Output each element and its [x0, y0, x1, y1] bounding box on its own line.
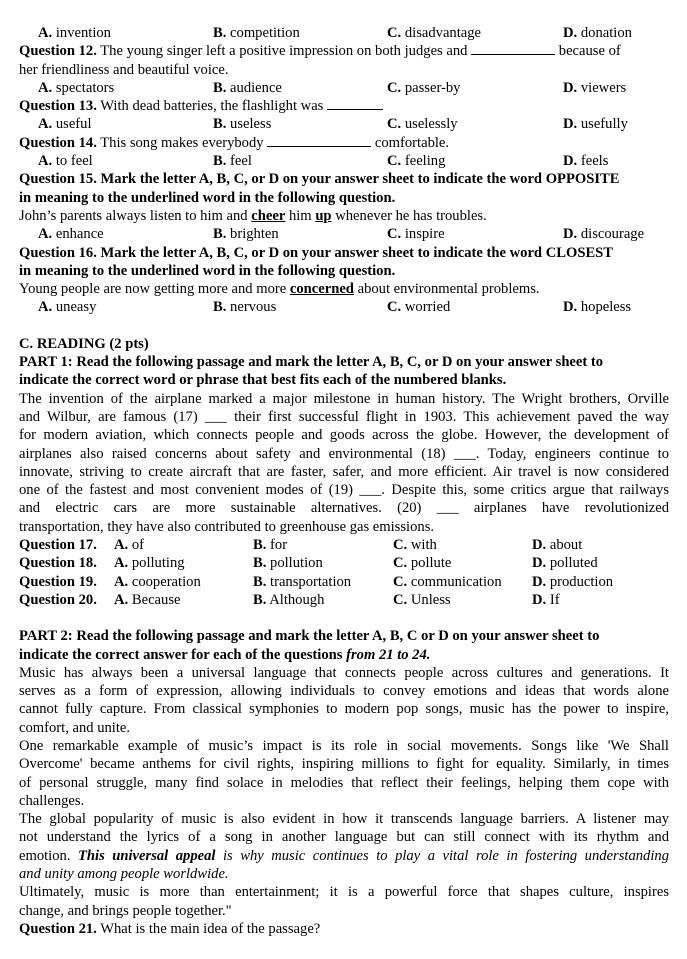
q14-option-a[interactable]: A. to feel [38, 153, 93, 170]
q13-option-b[interactable]: B. useless [213, 116, 272, 133]
option-c[interactable]: C. pollute [393, 555, 452, 572]
sentence-part: John’s parents always listen to him and [19, 207, 248, 224]
part1-instruction [19, 353, 669, 371]
q15-instruction [19, 170, 669, 188]
q12-stem [19, 42, 669, 60]
q15-option-b[interactable]: B. brighten [213, 226, 279, 243]
option-a[interactable]: A. Because [114, 591, 181, 608]
q11-option-a[interactable] [38, 24, 111, 42]
q13-option-d[interactable]: D. usefully [563, 116, 628, 133]
passage-line: Overcome' became anthems for civil rights, inspiring millions to fight for equality. Similarly, in times [19, 756, 669, 773]
answer-blank [327, 97, 383, 110]
section-heading: C. READING (2 pts) [19, 335, 149, 352]
q13-text: With dead batteries, the flashlight was [100, 98, 324, 115]
q13-options [19, 115, 669, 133]
passage-line: The global popularity of music is also evident in how it transcends language barriers. A listener may [19, 811, 669, 828]
q15-options [19, 225, 669, 243]
q12-text-c: her friendliness and beautiful voice. [19, 61, 229, 78]
question-row [19, 554, 669, 572]
question-label: Question 20. [19, 591, 97, 608]
passage-line: not understand the lyrics of a song in another language but can still connect with its rhythm and [19, 829, 669, 846]
passage-2 [19, 664, 669, 920]
q13-label: Question 13. [19, 98, 97, 115]
passage-line: challenges. [19, 792, 85, 809]
q15-sentence [19, 207, 669, 225]
q15-option-d[interactable]: D. discourage [563, 226, 645, 243]
option-text: D. donation [563, 25, 632, 41]
option-text: C. disadvantage [387, 25, 482, 41]
passage-line: and unity among people worldwide. [19, 866, 229, 883]
option-d[interactable]: D. polluted [532, 555, 598, 572]
italic-text: is why music continues to play a vital role in fostering understanding [222, 847, 669, 864]
q12-text-a: The young singer left a positive impression on both judges and [100, 43, 468, 60]
passage-line: cannot fully capture. From classical symphonies to modern pop songs, music has the power to inspire, [19, 701, 669, 718]
passage-line: Ultimately, music is more than entertainment; it is a powerful force that shapes culture, inspires [19, 884, 669, 901]
passage-line: One remarkable example of music’s impact is its role in social movements. Songs like 'We Shall [19, 737, 669, 754]
q11-option-b[interactable] [213, 24, 300, 42]
q14-label: Question 14. [19, 134, 97, 151]
q16-option-d[interactable]: D. hopeless [563, 299, 632, 316]
q21-label: Question 21. [19, 920, 97, 937]
q14-text-b: comfortable. [374, 134, 450, 151]
q12-option-a[interactable]: A. spectators [38, 79, 115, 96]
option-b[interactable]: B. Although [253, 591, 325, 608]
q14-option-c[interactable]: C. feeling [387, 153, 446, 170]
q12-option-c[interactable]: C. passer-by [387, 79, 461, 96]
option-a[interactable]: A. of [114, 537, 145, 554]
q15-option-a[interactable]: A. enhance [38, 226, 104, 243]
q14-text-a: This song makes everybody [100, 134, 264, 151]
part2-instr-b: indicate the correct answer for each of the questions [19, 646, 343, 663]
q15-option-c[interactable]: C. inspire [387, 226, 445, 243]
part2-instr-a: Read the following passage and mark the letter A, B, C or D on your answer sheet to [76, 628, 600, 645]
option-b[interactable]: B. for [253, 537, 288, 554]
q11-options [19, 24, 669, 42]
q21-stem [19, 920, 669, 938]
question-label: Question 19. [19, 573, 97, 590]
passage-line: innovate, striving to create aircraft that are faster, safer, and more efficient. Air travel is now considered [19, 463, 669, 480]
q13-stem [19, 97, 669, 115]
answer-blank [267, 134, 371, 147]
passage-line: and Wilbur, are famous (17) ___ their first successful flight in 1903. This achievement paved the way [19, 408, 669, 425]
q16-option-b[interactable]: B. nervous [213, 299, 277, 316]
option-c[interactable]: C. communication [393, 573, 502, 590]
passage-line: Music has always been a universal language that connects people across cultures and generations. It [19, 664, 669, 681]
q16-instruction [19, 244, 669, 262]
option-c[interactable]: C. Unless [393, 591, 451, 608]
option-text: A. invention [38, 25, 111, 41]
passage-line: and electric cars are more sustainable alternatives. (20) ___ airplanes have revolutionized [19, 500, 669, 517]
question-label: Question 18. [19, 555, 97, 572]
q14-options [19, 152, 669, 170]
q16-instr-a: Mark the letter A, B, C, or D on your answer sheet to indicate the word CLOSEST [100, 244, 614, 261]
part1-instr-b: indicate the correct word or phrase that best fits each of the numbered blanks. [19, 372, 507, 389]
passage-line: transportation, they have also contributed to greenhouse gas emissions. [19, 518, 435, 535]
q14-option-d[interactable]: D. feels [563, 153, 609, 170]
option-d[interactable]: D. production [532, 573, 614, 590]
q16-instr-b: in meaning to the underlined word in the following question. [19, 262, 396, 279]
part2-instruction [19, 627, 669, 645]
part1-label: PART 1: [19, 354, 73, 371]
q16-option-a[interactable]: A. uneasy [38, 299, 97, 316]
q15-instr-a: Mark the letter A, B, C, or D on your answer sheet to indicate the word OPPOSITE [100, 171, 620, 188]
passage-line: one of the fastest and most convenient modes of (19) ___. Despite this, some critics argue that railways [19, 482, 669, 499]
q16-label: Question 16. [19, 244, 97, 261]
option-c[interactable]: C. with [393, 537, 437, 554]
part1-instr-a: Read the following passage and mark the letter A, B, C, or D on your answer sheet to [76, 354, 604, 371]
q11-option-d[interactable] [563, 24, 632, 42]
question-row [19, 536, 669, 554]
passage-line: change, and brings people together." [19, 902, 232, 919]
passage-line: for modern aviation, which connects people and goods across the globe. However, the development of [19, 427, 669, 444]
question-label: Question 17. [19, 537, 97, 554]
underlined-word: concerned [289, 281, 354, 298]
underlined-word: up [315, 207, 332, 224]
q15-instr-b: in meaning to the underlined word in the following question. [19, 189, 396, 206]
option-d[interactable]: D. about [532, 537, 583, 554]
part2-label: PART 2: [19, 628, 73, 645]
passage-1 [19, 390, 669, 536]
passage-line: serves as a form of expression, allowing individuals to convey emotions and ideas that words alone [19, 683, 669, 700]
sentence-part: whenever he has troubles. [335, 207, 487, 224]
sentence-part: him [288, 207, 312, 224]
q21-text: What is the main idea of the passage? [100, 920, 321, 937]
q16-option-c[interactable]: C. worried [387, 299, 451, 316]
part2-instr-line2 [19, 646, 669, 664]
passage-line: airplanes also raised concerns about safety and environmental (18) ___. Today, engineers continue to [19, 445, 669, 462]
q12-label: Question 12. [19, 43, 97, 60]
q13-option-c[interactable]: C. uselessly [387, 116, 458, 133]
q14-stem [19, 134, 669, 152]
q14-option-b[interactable]: B. feel [213, 153, 252, 170]
option-b[interactable]: B. transportation [253, 573, 352, 590]
passage-line [19, 847, 669, 865]
spacer [19, 609, 669, 627]
question-row [19, 591, 669, 609]
sentence-part: about environmental problems. [357, 281, 540, 298]
question-row [19, 573, 669, 591]
option-a[interactable]: A. cooperation [114, 573, 201, 590]
q16-sentence [19, 280, 669, 298]
q12-text-b: because of [558, 43, 621, 60]
sentence-part: Young people are now getting more and more [19, 281, 287, 298]
option-text: B. competition [213, 25, 300, 41]
q12-options [19, 79, 669, 97]
option-a[interactable]: A. polluting [114, 555, 185, 572]
answer-blank [471, 42, 555, 55]
passage-line: of personal struggle, many find solace in melodies that reflect their feelings, helping them cope with [19, 774, 669, 791]
highlighted-phrase: This universal appeal [78, 847, 216, 864]
spacer [19, 317, 669, 335]
q13-option-a[interactable]: A. useful [38, 116, 92, 133]
part1-questions [19, 536, 669, 609]
q12-option-b[interactable]: B. audience [213, 79, 282, 96]
part2-instr-c: from 21 to 24. [346, 646, 431, 663]
option-b[interactable]: B. pollution [253, 555, 323, 572]
q16-options [19, 298, 669, 316]
q11-option-c[interactable] [387, 24, 481, 42]
sentence-part: emotion. [19, 847, 71, 864]
q15-label: Question 15. [19, 171, 97, 188]
option-d[interactable]: D. If [532, 591, 560, 608]
q12-option-d[interactable]: D. viewers [563, 79, 627, 96]
passage-line: The invention of the airplane marked a major milestone in human history. The Wright brothers, Orville [19, 390, 669, 407]
underlined-word: cheer [251, 207, 286, 224]
passage-line: comfort, and unite. [19, 719, 131, 736]
